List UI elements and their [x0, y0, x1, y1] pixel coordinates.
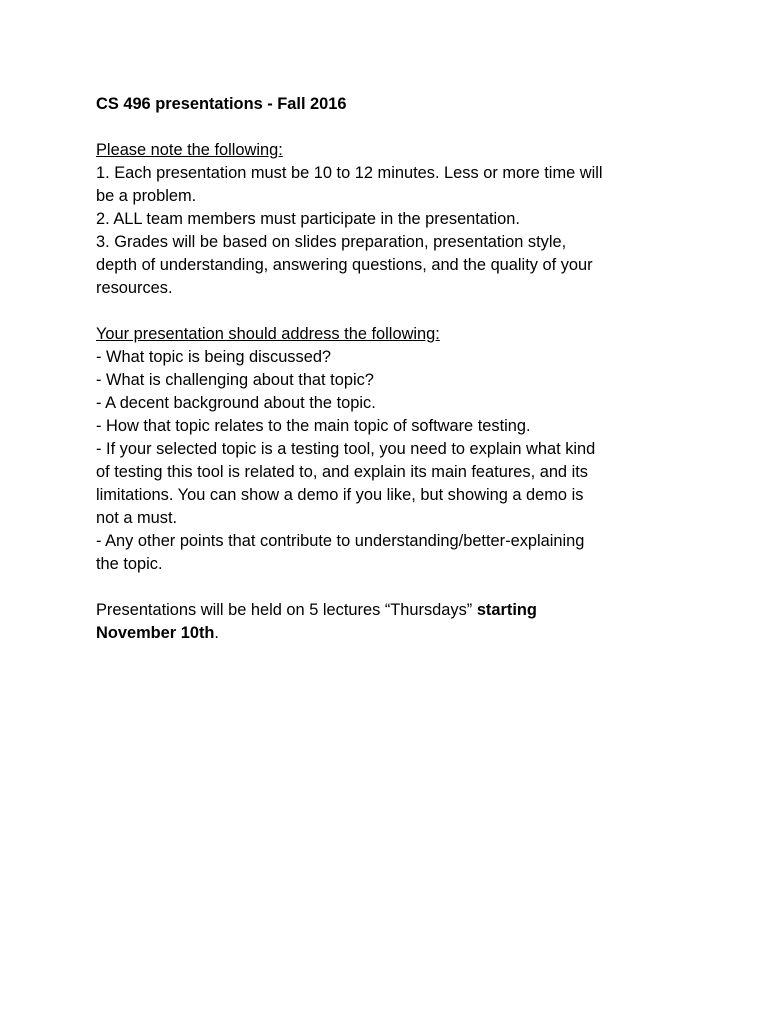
schedule-date: November 10th: [96, 624, 215, 642]
address-line: - What is challenging about that topic?: [96, 371, 374, 389]
schedule-line: [96, 599, 686, 622]
spacer: [96, 116, 686, 139]
address-line: not a must.: [96, 509, 178, 527]
address-line: - Any other points that contribute to understanding/better-explaining: [96, 532, 585, 550]
notes-line: resources.: [96, 279, 173, 297]
schedule-suffix: .: [214, 624, 219, 642]
address-line: limitations. You can show a demo if you like, but showing a demo is: [96, 486, 584, 504]
notes-line: 3. Grades will be based on slides preparation, presentation style,: [96, 233, 567, 251]
document-title: CS 496 presentations - Fall 2016: [96, 95, 347, 113]
address-line: - How that topic relates to the main topic of software testing.: [96, 417, 531, 435]
notes-line: depth of understanding, answering questions, and the quality of your: [96, 256, 593, 274]
spacer: [96, 300, 686, 323]
notes-line: be a problem.: [96, 187, 197, 205]
notes-line: 2. ALL team members must participate in the presentation.: [96, 210, 520, 228]
schedule-text: Presentations will be held on 5 lectures “Thursdays”: [96, 601, 477, 619]
address-heading: Your presentation should address the following:: [96, 325, 440, 343]
notes-heading: Please note the following:: [96, 141, 283, 159]
address-line: - If your selected topic is a testing tool, you need to explain what kind: [96, 440, 596, 458]
address-line: - A decent background about the topic.: [96, 394, 376, 412]
notes-line: 1. Each presentation must be 10 to 12 minutes. Less or more time will: [96, 164, 603, 182]
address-line: of testing this tool is related to, and explain its main features, and its: [96, 463, 588, 481]
schedule-start-label: starting: [476, 601, 537, 619]
spacer: [96, 576, 686, 599]
document-body: [96, 93, 686, 645]
schedule-line: [96, 622, 686, 645]
address-line: - What topic is being discussed?: [96, 348, 332, 366]
address-line: the topic.: [96, 555, 163, 573]
